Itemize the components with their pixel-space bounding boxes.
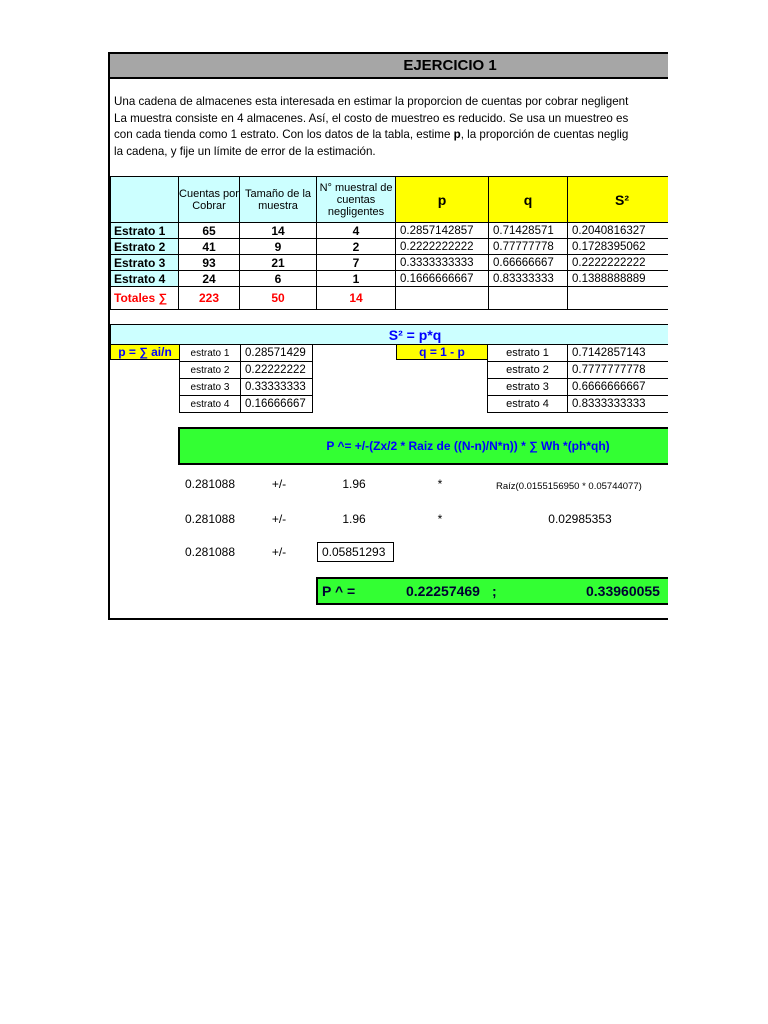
- q-item-name-1: estrato 1: [487, 344, 568, 362]
- cell-tamano-1: 14: [239, 222, 317, 239]
- cell-p-3: 0.3333333333: [395, 254, 489, 271]
- calc-2-p: 0.281088: [184, 512, 236, 526]
- cell-cuentas-4: 24: [178, 270, 240, 287]
- q-section-label: q = 1 - p: [396, 344, 488, 360]
- total-q-empty: [488, 286, 568, 310]
- cell-q-1: 0.71428571: [488, 222, 568, 239]
- cell-p-2: 0.2222222222: [395, 238, 489, 255]
- result-label: P ^ =: [322, 583, 356, 599]
- p-item-value-3: 0.33333333: [240, 378, 313, 396]
- description-line-3: [114, 127, 668, 144]
- cell-tamano-2: 9: [239, 238, 317, 255]
- calc-2-z: 1.96: [342, 512, 366, 526]
- q-item-value-4: 0.8333333333: [567, 395, 668, 413]
- total-negligentes-value: 14: [349, 291, 363, 305]
- problem-description: [114, 94, 668, 160]
- cell-p-4: 0.1666666667: [395, 270, 489, 287]
- description-line-3-bold: p: [453, 128, 461, 141]
- row-label-estrato-4: Estrato 4: [110, 270, 179, 287]
- cell-q-4: 0.83333333: [488, 270, 568, 287]
- cell-cuentas-2: 41: [178, 238, 240, 255]
- table-header-empty: [110, 176, 179, 223]
- row-label-estrato-1: Estrato 1: [110, 222, 179, 239]
- calc-1-z: 1.96: [342, 477, 366, 491]
- description-line-2: La muestra consiste en 4 almacenes. Así, el costo de muestreo es reducido. Se usa un muestreo es: [114, 111, 629, 125]
- calc-2-rest: 0.02985353: [548, 512, 612, 526]
- calc-3-margin-box: 0.05851293: [317, 542, 394, 562]
- cell-s2-3: 0.2222222222: [567, 254, 668, 271]
- p-item-value-1: 0.28571429: [240, 344, 313, 362]
- table-header-tamano: Tamaño de la muestra: [239, 176, 317, 223]
- p-item-name-4: estrato 4: [179, 395, 241, 413]
- p-item-name-2: estrato 2: [179, 361, 241, 379]
- cell-p-1: 0.2857142857: [395, 222, 489, 239]
- result-high: 0.33960055: [586, 583, 660, 599]
- cell-tamano-3: 21: [239, 254, 317, 271]
- cell-cuentas-3: 93: [178, 254, 240, 271]
- total-p-empty: [395, 286, 489, 310]
- p-item-value-2: 0.22222222: [240, 361, 313, 379]
- cell-negligentes-1: 4: [316, 222, 396, 239]
- q-item-value-1: 0.7142857143: [567, 344, 668, 362]
- cell-negligentes-3: 7: [316, 254, 396, 271]
- cell-tamano-4: 6: [239, 270, 317, 287]
- calc-1-p: 0.281088: [184, 477, 236, 491]
- table-header-p: p: [395, 176, 489, 223]
- spreadsheet-sheet: [108, 52, 668, 620]
- q-item-value-2: 0.7777777778: [567, 361, 668, 379]
- calc-2-pm: +/-: [271, 512, 287, 526]
- calc-1-pm: +/-: [271, 477, 287, 491]
- cell-s2-2: 0.1728395062: [567, 238, 668, 255]
- result-separator: ;: [492, 583, 497, 599]
- cell-s2-4: 0.1388888889: [567, 270, 668, 287]
- p-item-name-3: estrato 3: [179, 378, 241, 396]
- p-item-value-4: 0.16666667: [240, 395, 313, 413]
- estimate-formula-bar: P ^= +/-(Zx/2 * Raiz de ((N-n)/N*n)) * ∑ Wh *(ph*qh): [178, 427, 668, 465]
- table-header-q: q: [488, 176, 568, 223]
- totals-label: Totales ∑: [110, 286, 179, 310]
- total-s2-empty: [567, 286, 668, 310]
- q-item-name-3: estrato 3: [487, 378, 568, 396]
- description-line-3-a: con cada tienda como 1 estrato. Con los datos de la tabla, estime: [114, 128, 454, 141]
- result-bar: [316, 577, 668, 605]
- q-item-name-2: estrato 2: [487, 361, 568, 379]
- cell-s2-1: 0.2040816327: [567, 222, 668, 239]
- table-header-s2: S²: [567, 176, 668, 223]
- calc-1-rest: Raíz(0.0155156950 * 0.05744077): [496, 480, 642, 492]
- table-header-cuentas: Cuentas por Cobrar: [178, 176, 240, 223]
- q-item-name-4: estrato 4: [487, 395, 568, 413]
- p-item-name-1: estrato 1: [179, 344, 241, 362]
- cell-q-2: 0.77777778: [488, 238, 568, 255]
- total-tamano: 50: [239, 286, 317, 310]
- calc-1-op: *: [437, 477, 443, 491]
- calc-3-pm: +/-: [271, 545, 287, 559]
- cell-negligentes-4: 1: [316, 270, 396, 287]
- cell-q-3: 0.66666667: [488, 254, 568, 271]
- cell-negligentes-2: 2: [316, 238, 396, 255]
- p-section-label: p = ∑ ai/n: [110, 344, 180, 360]
- q-item-value-3: 0.6666666667: [567, 378, 668, 396]
- row-label-estrato-2: Estrato 2: [110, 238, 179, 255]
- calc-3-p: 0.281088: [184, 545, 236, 559]
- description-line-4: la cadena, y fije un límite de error de la estimación.: [114, 144, 376, 158]
- description-line-1: Una cadena de almacenes esta interesada en estimar la proporcion de cuentas por cobrar negligent: [114, 95, 629, 108]
- exercise-title: EJERCICIO 1: [110, 54, 668, 79]
- cell-cuentas-1: 65: [178, 222, 240, 239]
- row-label-estrato-3: Estrato 3: [110, 254, 179, 271]
- total-negligentes: [316, 286, 396, 310]
- s2-formula-bar: S² = p*q: [110, 324, 668, 345]
- table-header-negligentes: N° muestral de cuentas negligentes: [316, 176, 396, 223]
- description-line-3-b: , la proporción de cuentas neglig: [460, 128, 629, 141]
- calc-2-op: *: [437, 512, 443, 526]
- result-low: 0.22257469: [406, 583, 480, 599]
- total-cuentas: 223: [178, 286, 240, 310]
